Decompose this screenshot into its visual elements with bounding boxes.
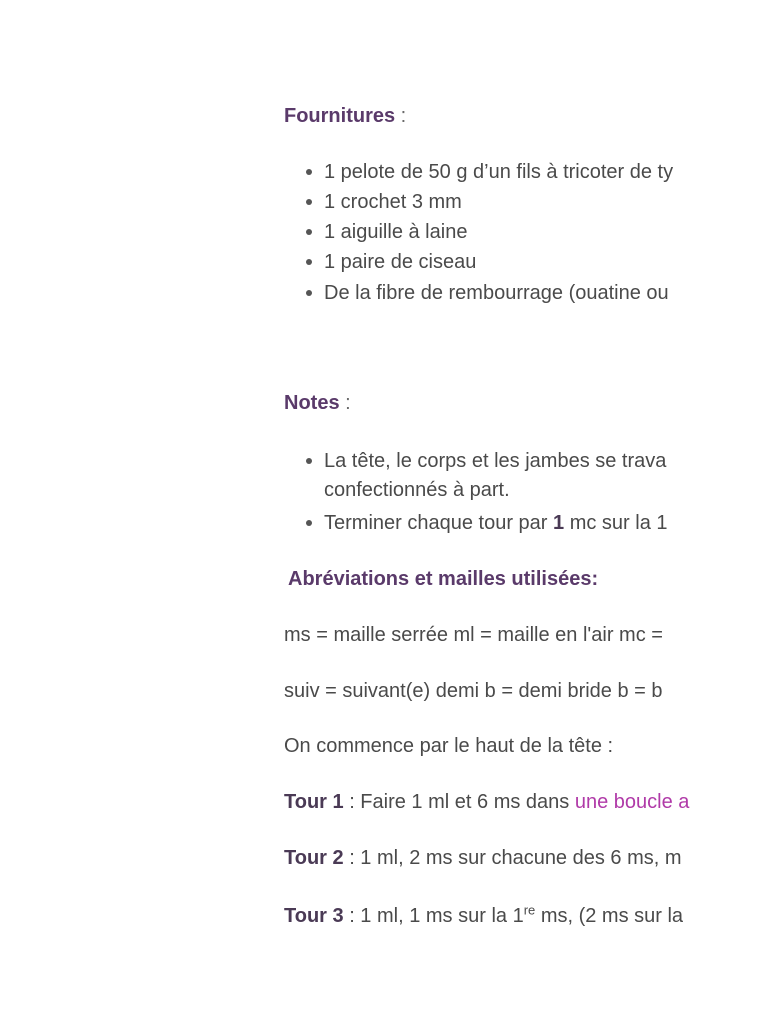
notes-title: Notes	[284, 392, 340, 414]
list-item-continuation: confectionnés à part.	[324, 479, 510, 501]
loop-link[interactable]: une boucle a	[574, 791, 690, 813]
bullet-icon	[306, 290, 312, 296]
bullet-icon	[306, 169, 312, 175]
bullet-icon	[306, 520, 312, 526]
tour-3-label: Tour 3	[284, 905, 344, 927]
list-item: 1 paire de ciseau	[324, 250, 476, 274]
tour-1-label: Tour 1	[284, 791, 344, 813]
list-item: 1 crochet 3 mm	[324, 190, 462, 214]
list-item: 1 pelote de 50 g d’un fils à tricoter de ty	[324, 160, 673, 184]
list-item: La tête, le corps et les jambes se trava	[324, 449, 666, 473]
bullet-icon	[306, 259, 312, 265]
notes-colon: :	[339, 392, 351, 414]
fournitures-title: Fournitures	[284, 105, 396, 127]
tour-2: Tour 2 : 1 ml, 2 ms sur chacune des 6 ms, m	[284, 847, 682, 869]
bullet-icon	[306, 199, 312, 205]
tour-3: Tour 3 : 1 ml, 1 ms sur la 1re ms, (2 ms sur la	[284, 902, 684, 927]
instructions-intro: On commence par le haut de la tête :	[284, 735, 614, 757]
list-item: Terminer chaque tour par 1 mc sur la 1	[324, 511, 668, 535]
list-item: 1 aiguille à laine	[324, 220, 467, 244]
abbreviations-heading: Abréviations et mailles utilisées:	[288, 568, 599, 590]
abbreviations-line-1: ms = maille serrée ml = maille en l'air mc =	[284, 624, 663, 646]
fournitures-colon: :	[395, 105, 407, 127]
abbreviations-line-2: suiv = suivant(e) demi b = demi bride b = b	[284, 680, 663, 702]
bullet-icon	[306, 458, 312, 464]
bullet-icon	[306, 229, 312, 235]
fournitures-heading	[284, 104, 406, 128]
tour-1: Tour 1 : Faire 1 ml et 6 ms dans une boucle a	[284, 791, 690, 813]
notes-heading	[284, 391, 351, 415]
tour-2-label: Tour 2	[284, 847, 344, 869]
list-item: De la fibre de rembourrage (ouatine ou	[324, 281, 669, 305]
superscript-re: re	[523, 902, 536, 918]
